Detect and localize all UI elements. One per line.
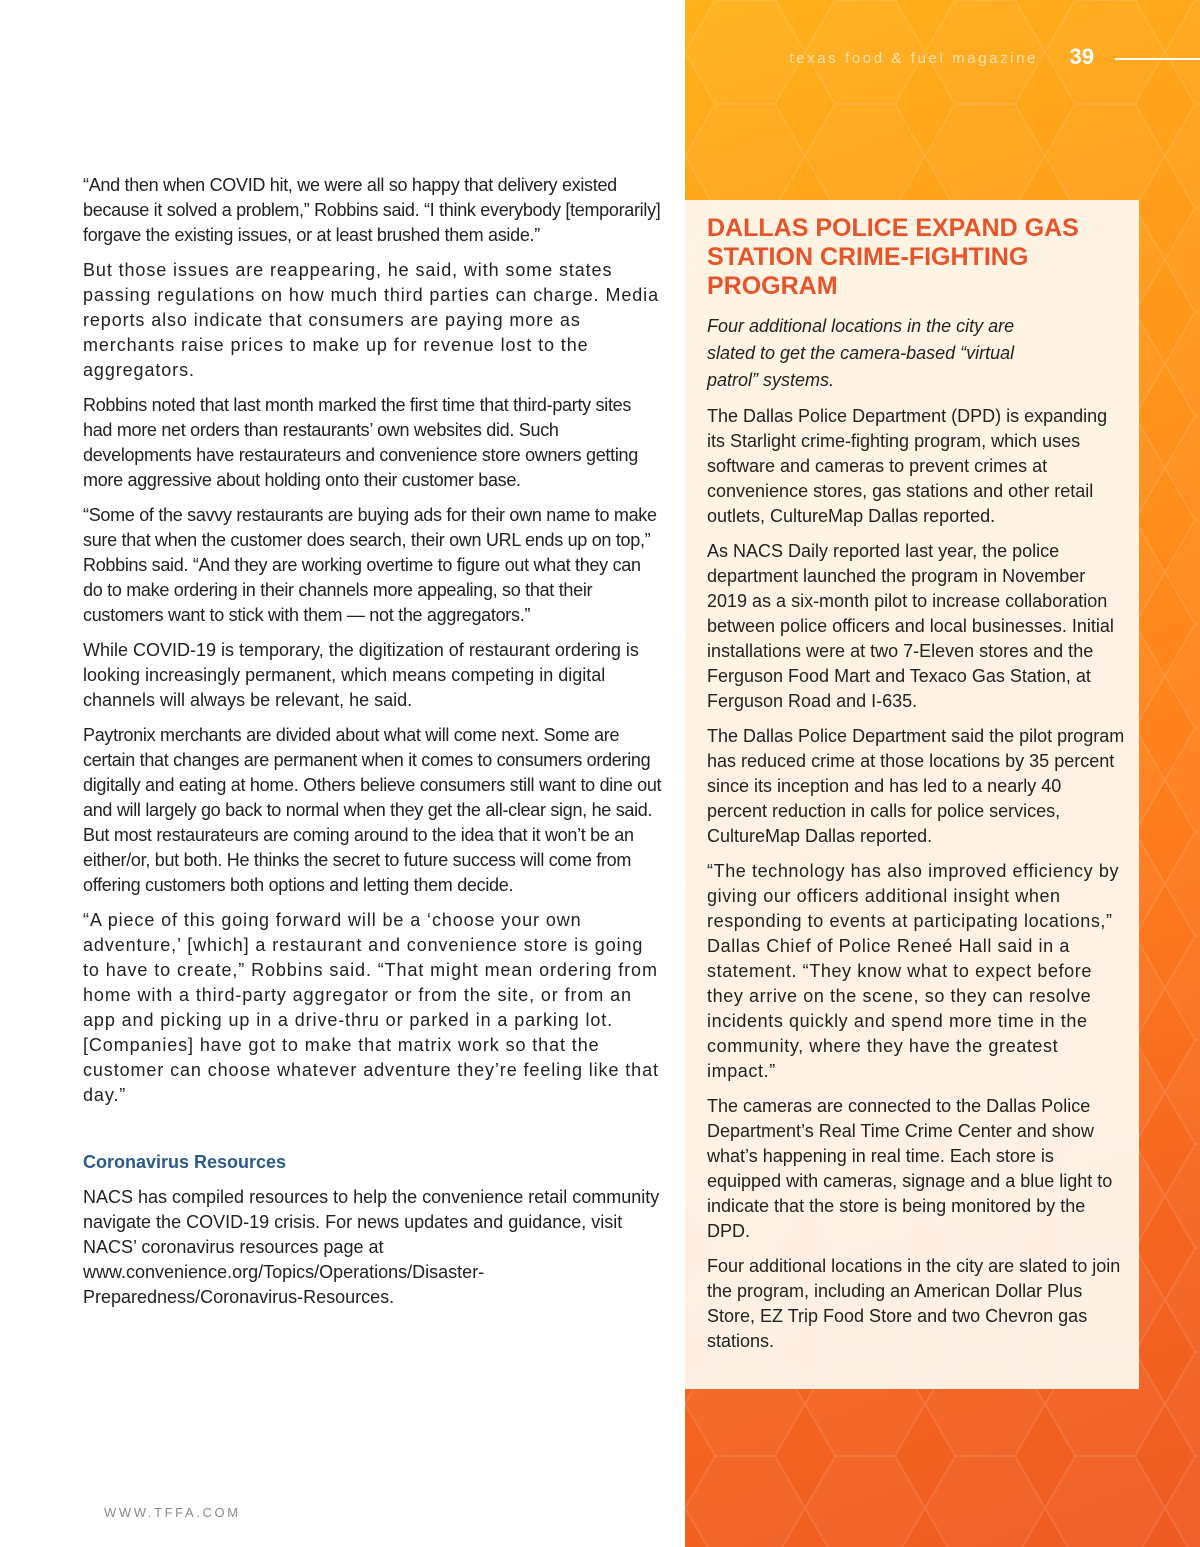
page-number: 39 [1069,44,1094,69]
header-rule [1115,58,1200,60]
main-article-column [83,173,663,1320]
sidebar-paragraph: As NACS Daily reported last year, the police department launched the program in November 2019 as a six-month pilot to increase collaboration between police officers and local businesses. Initial installations were at two 7-Eleven stores and the Ferguson Food Mart and Texaco Gas Station, at Ferguson Road and I-635. [707,541,1114,711]
footer-url: WWW.TFFA.COM [104,1505,241,1520]
resources-text: NACS has compiled resources to help the convenience retail community navigate the COVID-19 crisis. For news updates and guidance, visit NACS’ coronavirus resources page at www.convenience.org/Topics/Operations/Disaster-Preparedness/Coronavirus-Resources. [83,1187,660,1307]
resources-heading: Coronavirus Resources [83,1152,287,1172]
sidebar-article-box [685,200,1139,1389]
article-paragraph: But those issues are reappearing, he said, with some states passing regulations on how much third parties can charge. Media reports also indicate that consumers are paying more as merchants raise prices to make up for revenue lost to the aggregators. [83,260,659,380]
sidebar-paragraph: Four additional locations in the city are slated to join the program, including an American Dollar Plus Store, EZ Trip Food Store and two Chevron gas stations. [707,1256,1121,1351]
magazine-name: texas food & fuel magazine [789,50,1038,67]
sidebar-paragraph: “The technology has also improved efficiency by giving our officers additional insight when responding to events at participating locations,” Dallas Chief of Police Reneé Hall said in a statement. “They know what to expect before they arrive on the scene, so they can resolve incidents quickly and spend more time in the community, where they have the greatest impact.” [707,861,1120,1081]
page-header [685,44,1200,74]
article-paragraph: While COVID-19 is temporary, the digitization of restaurant ordering is looking increasingly permanent, which means competing in digital channels will always be relevant, he said. [83,640,639,710]
sidebar-paragraph: The cameras are connected to the Dallas Police Department’s Real Time Crime Center and show what’s happening in real time. Each store is equipped with cameras, signage and a blue light to indicate that the store is being monitored by the DPD. [707,1096,1113,1241]
sidebar-deck: Four additional locations in the city are slated to get the camera-based “virtual patrol” systems. [707,316,1015,390]
sidebar-paragraph: The Dallas Police Department (DPD) is expanding its Starlight crime-fighting program, which uses software and cameras to prevent crimes at convenience stores, gas stations and other retail outlets, CultureMap Dallas reported. [707,406,1108,526]
article-paragraph: “And then when COVID hit, we were all so happy that delivery existed because it solved a problem,” Robbins said. “I think everybody [temporarily] forgave the existing issues, or at least brushed them aside.” [83,175,661,245]
sidebar-paragraph: The Dallas Police Department said the pilot program has reduced crime at those locations by 35 percent since its inception and has led to a nearly 40 percent reduction in calls for police services, CultureMap Dallas reported. [707,726,1125,846]
article-paragraph: Paytronix merchants are divided about what will come next. Some are certain that changes are permanent when it comes to consumers ordering digitally and eating at home. Others believe consumers still want to dine out and will largely go back to normal when they get the all-clear sign, he said. But most restaurateurs are coming around to the idea that it won’t be an either/or, but both. He thinks the secret to future success will come from offering customers both options and letting them decide. [83,725,662,895]
article-paragraph: “Some of the savvy restaurants are buying ads for their own name to make sure that when the customer does search, their own URL ends up on top,” Robbins said. “And they are working overtime to figure out what they can do to make ordering in their channels more appealing, so that their customers want to stick with them — not the aggregators.” [83,505,657,625]
article-paragraph: Robbins noted that last month marked the first time that third-party sites had more net orders than restaurants’ own websites did. Such developments have restaurateurs and convenience store owners getting more aggressive about holding onto their customer base. [83,395,638,490]
sidebar-title: DALLAS POLICE EXPAND GAS STATION CRIME-FIGHTING PROGRAM [707,214,1079,300]
article-paragraph: “A piece of this going forward will be a ‘choose your own adventure,’ [which] a restaurant and convenience store is going to have to create,” Robbins said. “That might mean ordering from home with a third-party aggregator or from the site, or from an app and picking up in a drive-thru or parked in a parking lot. [Companies] have got to make that matrix work so that the customer can choose whatever adventure they’re feeling like that day.” [83,910,659,1105]
